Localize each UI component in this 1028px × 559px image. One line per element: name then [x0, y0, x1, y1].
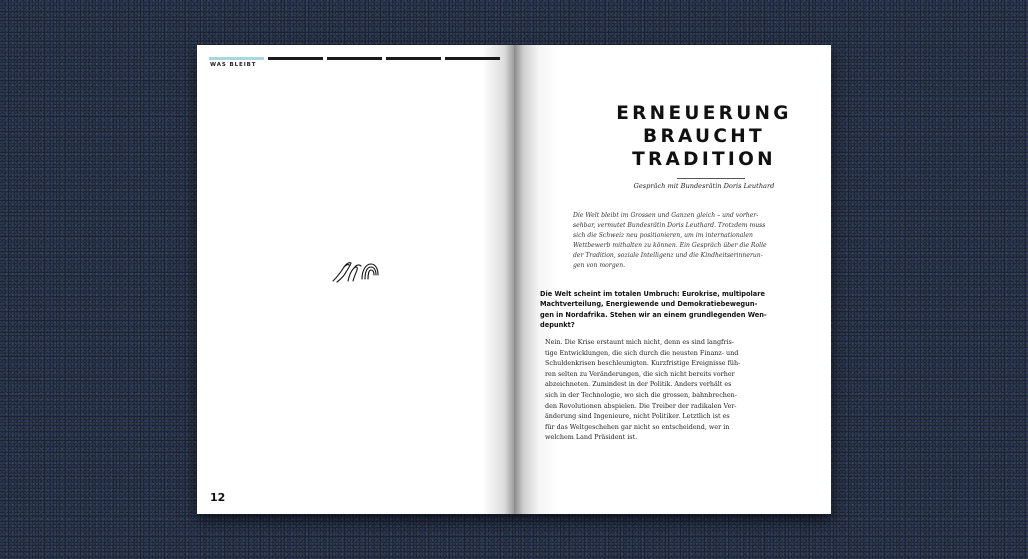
interview-question: [540, 289, 767, 331]
article-title-line: ERNEUERUNG: [616, 103, 792, 124]
article-title-line: BRAUCHT: [643, 126, 765, 147]
answer-line: für das Weltgeschehen gar nicht so entscheidend, wer in: [545, 422, 730, 431]
article-title-line: TRADITION: [632, 149, 776, 170]
magazine-spread: [197, 45, 831, 514]
reaching-hands-icon: [332, 255, 380, 283]
answer-line: abzeichneten. Zumindest in der Politik. Anders verhält es: [545, 380, 732, 389]
question-line: depunkt?: [540, 321, 575, 330]
interview-answer: [545, 337, 751, 443]
article-intro: [573, 211, 767, 270]
intro-line: sich die Schweiz neu positionieren, um im internationalen: [573, 231, 753, 239]
question-line: Die Welt scheint im totalen Umbruch: Eurokrise, multipolare: [540, 290, 765, 298]
answer-line: tige Entwicklungen, die sich durch die neusten Finanz- und: [545, 348, 739, 357]
answer-line: Nein. Die Krise erstaunt mich nicht, denn es sind langfris-: [545, 338, 734, 346]
intro-line: sehbar, vermutet Bundesrätin Doris Leuthard. Trotzdem muss: [573, 221, 766, 229]
section-tab: [268, 57, 323, 60]
question-line: Machtverteilung, Energiewende und Demokratiebewegun-: [540, 300, 758, 309]
section-tab: [327, 57, 382, 60]
intro-line: der Tradition, soziale Intelligenz und die Kindheitserinnerun-: [573, 251, 763, 259]
question-line: gen in Nordafrika. Stehen wir an einem grundlegenden Wen-: [540, 310, 767, 319]
answer-line: Schuldenkrisen beschleunigten. Kurzfristige Ereignisse füh-: [545, 359, 741, 368]
right-page-content: [514, 45, 831, 514]
section-tab: [386, 57, 441, 60]
section-label: WAS BLEIBT: [210, 62, 257, 68]
answer-line: änderung sind Ingenieure, nicht Politiker. Letztlich ist es: [545, 412, 730, 421]
answer-line: den Revolutionen abspielen. Die Treiber der radikalen Ver-: [545, 401, 737, 410]
page-number: 12: [210, 491, 226, 504]
answer-line: welchem Land Präsident ist.: [545, 433, 638, 442]
section-tab: [445, 57, 500, 60]
left-page: [197, 45, 514, 514]
intro-line: Wettbewerb mithalten zu können. Ein Gespräch über die Rolle: [573, 241, 767, 249]
article-subtitle: Gespräch mit Bundesrätin Doris Leuthard: [633, 182, 775, 190]
answer-line: ren selten zu Veränderungen, die sich nicht bereits vorher: [545, 369, 735, 378]
section-tab-active: [209, 57, 264, 60]
intro-line: Die Welt bleibt im Grossen und Ganzen gleich – und vorher-: [573, 212, 759, 219]
intro-line: gen von morgen.: [573, 261, 626, 269]
answer-line: sich in der Technologie, wo sich die grossen, bahnbrechen-: [545, 390, 737, 399]
